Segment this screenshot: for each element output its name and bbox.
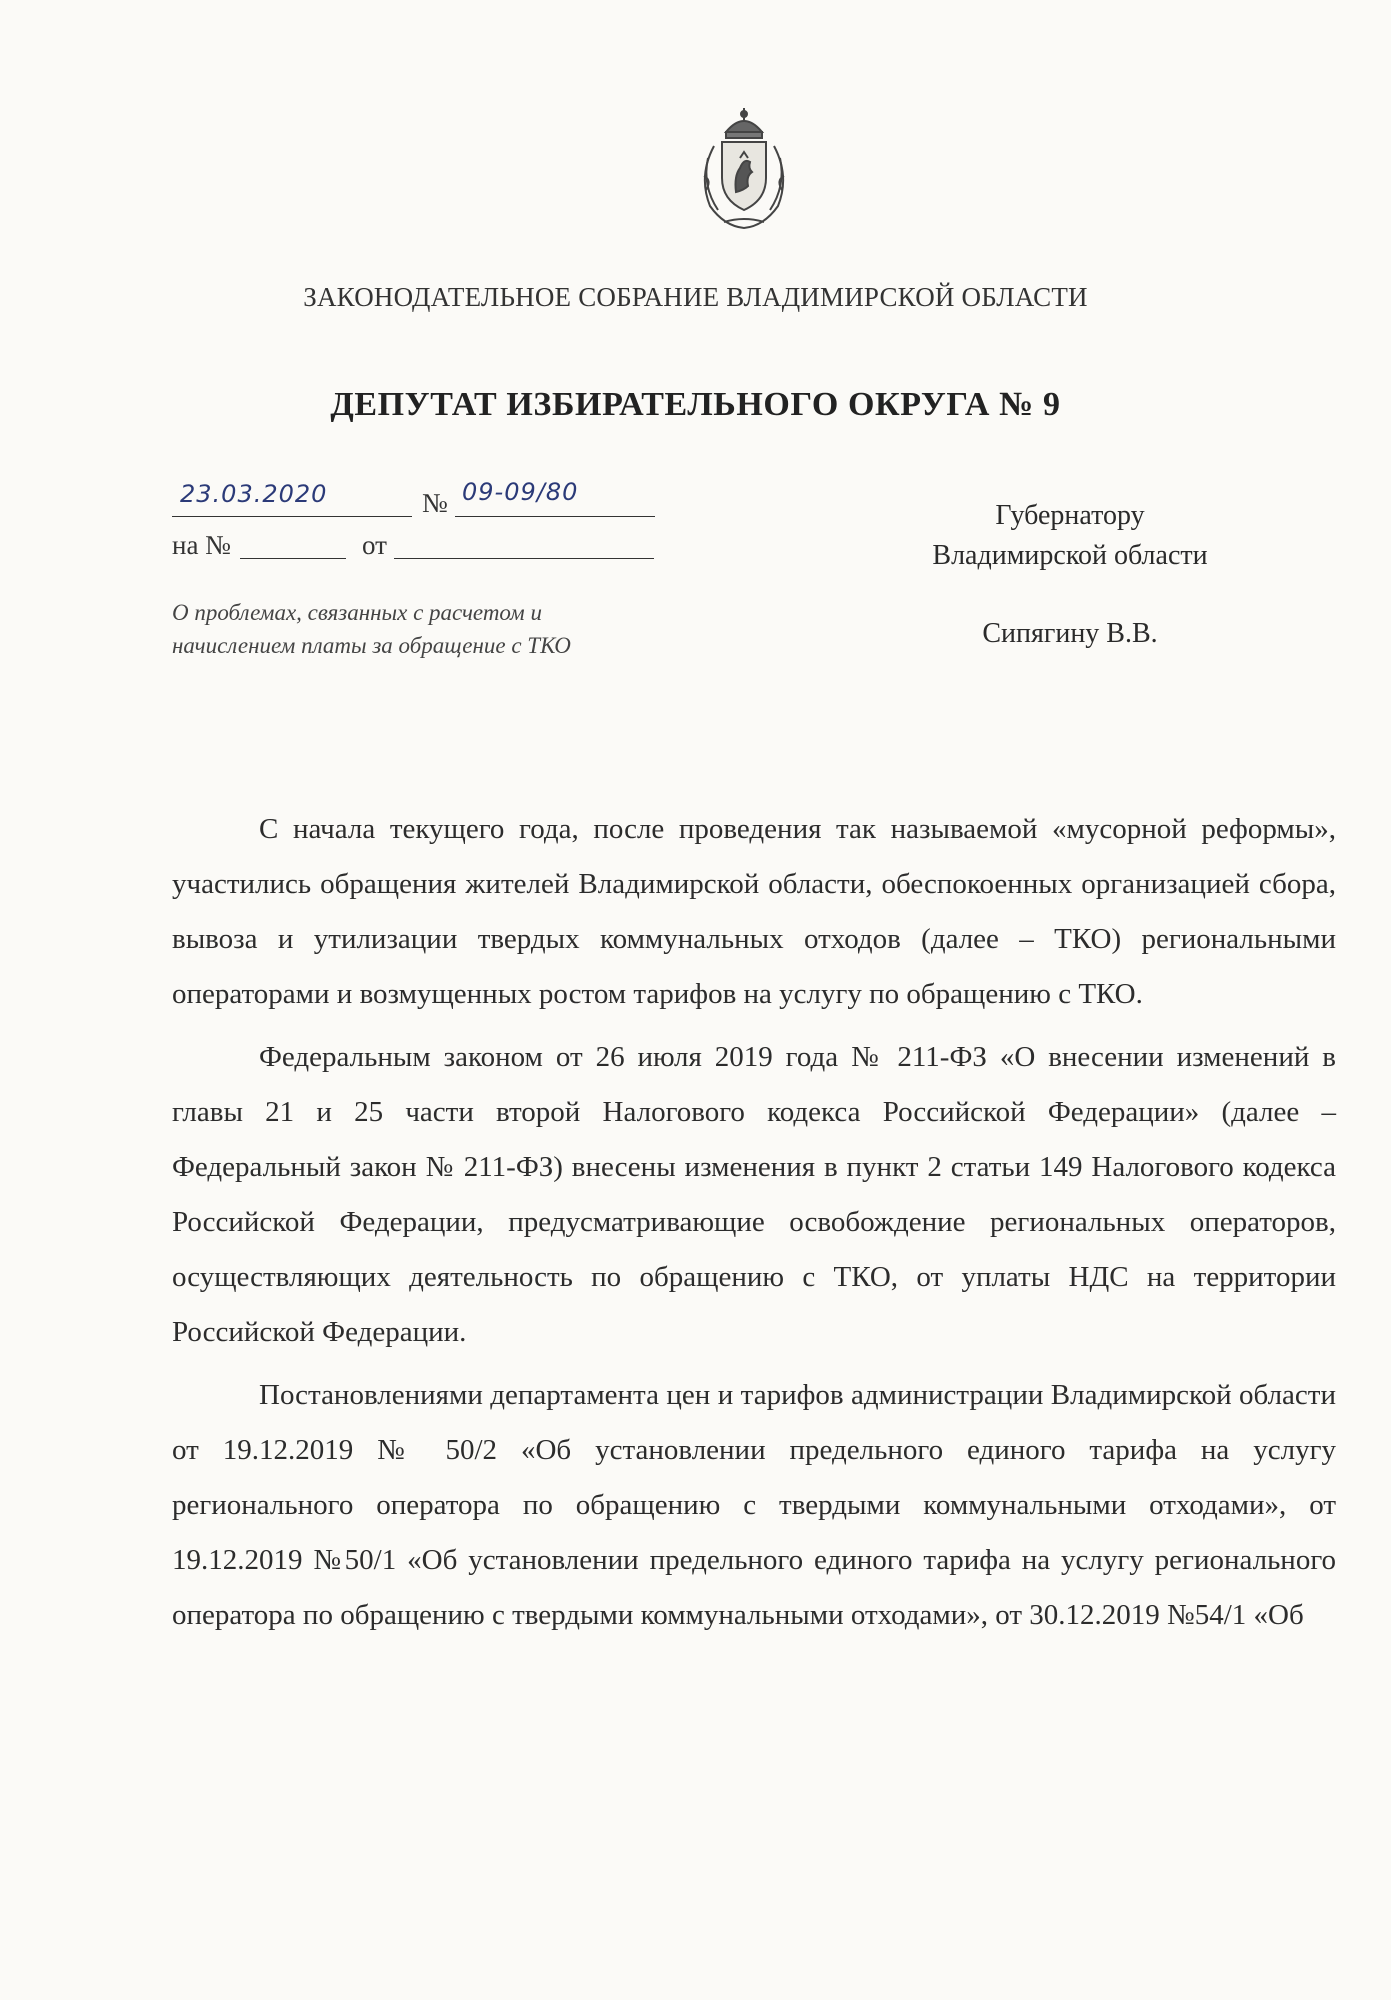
number-underline: [455, 516, 655, 517]
reply-number-underline: [240, 558, 346, 559]
letter-body: [172, 802, 1336, 1651]
letter-subject: О проблемах, связанных с расчетом и начислением платы за обращение с ТКО: [172, 600, 571, 658]
coat-of-arms-icon: [684, 106, 804, 236]
body-paragraph: Федеральным законом от 26 июля 2019 года № 211-ФЗ «О внесении изменений в главы 21 и 25 части второй Налогового кодекса Российской Федерации» (далее – Федеральный закон № 211-ФЗ) внесены изменения в пункт 2 статьи 149 Налогового кодекса Российской Федерации, предусматривающие освобождение региональных операторов, осуществляющих деятельность по обращению с ТКО, от уплаты НДС на территории Российской Федерации.: [172, 1041, 1336, 1348]
from-underline: [394, 558, 654, 559]
number-label: №: [422, 488, 448, 518]
date-underline: [172, 516, 412, 517]
organization-name: ЗАКОНОДАТЕЛЬНОЕ СОБРАНИЕ ВЛАДИМИРСКОЙ ОБЛАСТИ: [303, 282, 1088, 312]
body-paragraph: С начала текущего года, после проведения так называемой «мусорной реформы», участились обращения жителей Владимирской области, обеспокоенных организацией сбора, вывоза и утилизации твердых коммунальных отходов (далее – ТКО) региональными операторами и возмущенных ростом тарифов на услугу по обращению с ТКО.: [172, 813, 1336, 1010]
reply-registration-line: [172, 528, 692, 570]
handwritten-date: 23.03.2020: [180, 480, 328, 508]
body-paragraph: Постановлениями департамента цен и тарифов администрации Владимирской области от 19.12.2019 № 50/2 «Об установлении предельного единого тарифа на услугу регионального оператора по обращению с твердыми коммунальными отходами», от 19.12.2019 №50/1 «Об установлении предельного единого тарифа на услугу регионального оператора по обращению с твердыми коммунальными отходами», от 30.12.2019 №54/1 «Об: [172, 1379, 1336, 1631]
addressee-name: Сипягину В.В.: [982, 618, 1158, 649]
addressee-region: Владимирской области: [932, 540, 1208, 571]
addressee-position: Губернатору: [995, 500, 1145, 531]
outgoing-registration-line: [172, 478, 692, 528]
handwritten-number: 09-09/80: [462, 478, 579, 506]
document-title: ДЕПУТАТ ИЗБИРАТЕЛЬНОГО ОКРУГА № 9: [330, 386, 1061, 423]
from-label: от: [362, 530, 387, 560]
registration-block: [172, 478, 692, 570]
addressee-block: [880, 496, 1260, 654]
reply-number-label: на №: [172, 530, 231, 560]
